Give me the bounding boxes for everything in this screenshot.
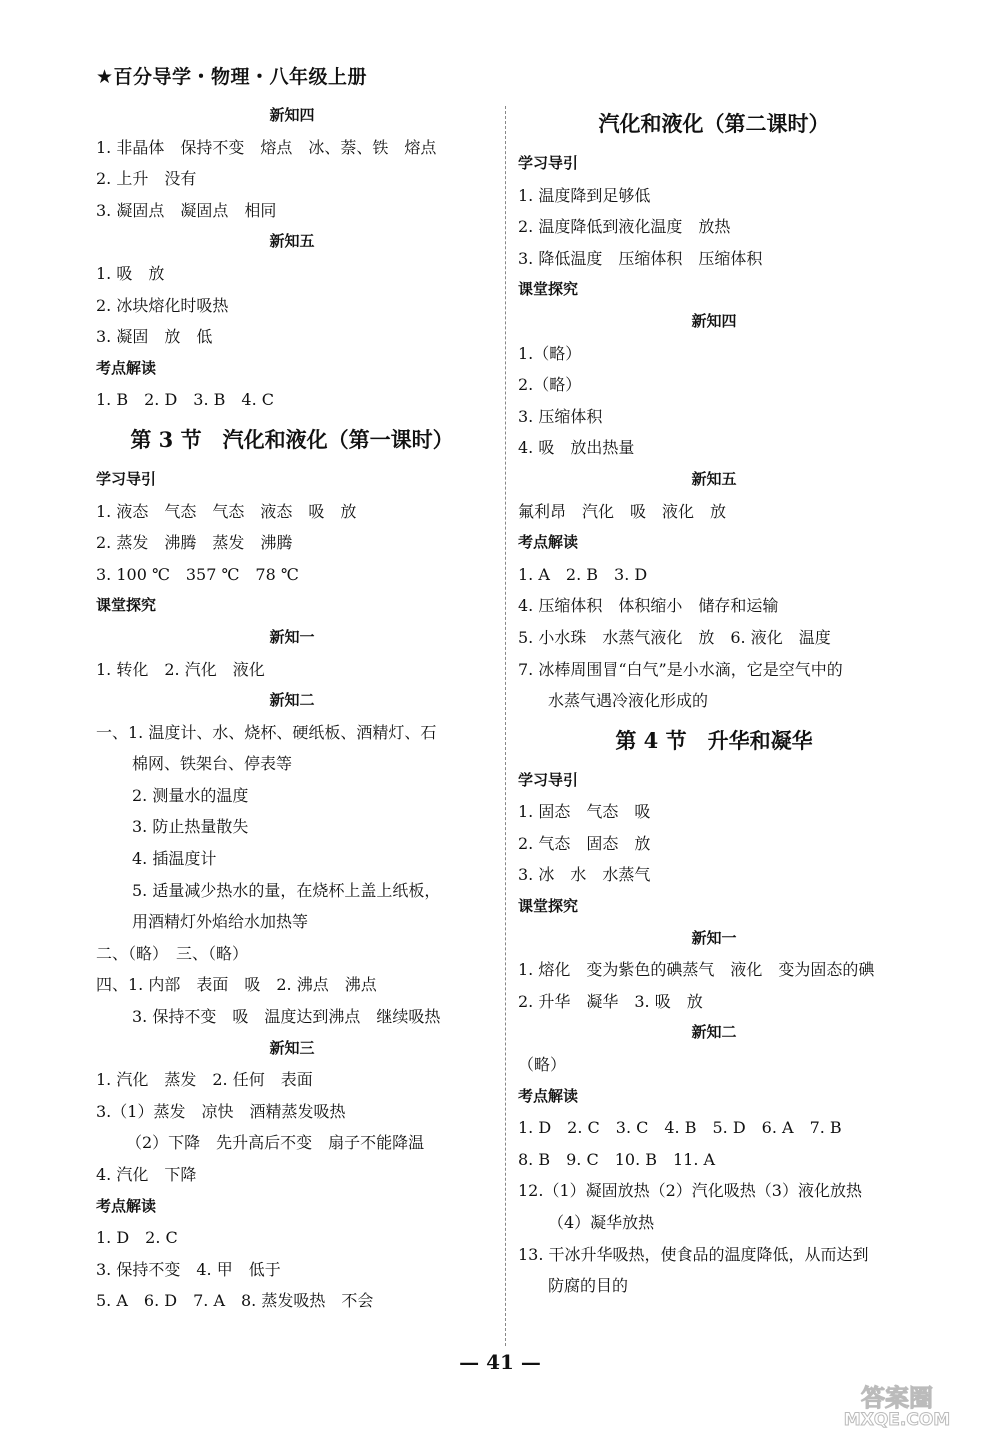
answer-line: 12.（1）凝固放热（2）汽化吸热（3）液化放热 xyxy=(518,1181,862,1201)
answer-line: 1. 汽化 蒸发 2. 任何 表面 xyxy=(96,1070,313,1090)
answer-line-indented: 用酒精灯外焰给水加热等 xyxy=(132,912,309,932)
answer-line-indented: 3. 保持不变 吸 温度达到沸点 继续吸热 xyxy=(132,1007,441,1027)
left-column xyxy=(96,100,488,1317)
section-label: 学习导引 xyxy=(518,770,579,789)
answer-line: 氟利昂 汽化 吸 液化 放 xyxy=(518,501,727,521)
answer-line: 2. 升华 凝华 3. 吸 放 xyxy=(518,991,703,1011)
answer-line: 3. 降低温度 压缩体积 压缩体积 xyxy=(518,248,763,268)
watermark-text-bottom: MXQE.COM xyxy=(843,1410,951,1428)
answer-line: 1. 非晶体 保持不变 熔点 冰、萘、铁 熔点 xyxy=(96,137,437,157)
section-title: 第 4 节 升华和凝华 xyxy=(615,727,813,753)
right-column xyxy=(518,100,910,1302)
answer-line-indented: 防腐的目的 xyxy=(548,1276,629,1296)
answer-line: 2. 蒸发 沸腾 蒸发 沸腾 xyxy=(96,533,293,553)
column-divider xyxy=(505,106,506,1346)
answer-line-indented: 棉网、铁架台、停表等 xyxy=(132,754,293,774)
answer-line-indented: 水蒸气遇冷液化形成的 xyxy=(548,691,709,711)
answer-line: 1. A 2. B 3. D xyxy=(518,564,648,584)
answer-line: （略） xyxy=(518,1055,567,1075)
answer-line: 3.（1）蒸发 凉快 酒精蒸发吸热 xyxy=(96,1101,346,1121)
subsection-heading: 新知二 xyxy=(269,691,315,710)
watermark-logo xyxy=(815,1382,980,1428)
subsection-heading: 新知一 xyxy=(691,928,737,947)
answer-line-indented: （2）下降 先升高后不变 扇子不能降温 xyxy=(126,1133,425,1153)
answer-line: 4. 吸 放出热量 xyxy=(518,438,635,458)
answer-line-indented: （4）凝华放热 xyxy=(548,1213,655,1232)
answer-line: 3. 压缩体积 xyxy=(518,406,603,426)
answer-line-indented: 3. 防止热量散失 xyxy=(132,817,249,837)
answer-line: 2. 温度降低到液化温度 放热 xyxy=(518,217,731,237)
page-number: — 41 — xyxy=(459,1350,541,1374)
answer-line: 一、1. 温度计、水、烧杯、硬纸板、酒精灯、石 xyxy=(96,722,437,742)
answer-line: 5. A 6. D 7. A 8. 蒸发吸热 不会 xyxy=(96,1291,374,1311)
watermark-text-top: 答案圈 xyxy=(861,1384,933,1412)
answer-line: 二、（略） 三、（略） xyxy=(96,943,249,963)
answer-line: 3. 凝固点 凝固点 相同 xyxy=(96,200,277,220)
section-label: 考点解读 xyxy=(518,1086,579,1105)
answer-line: 1. 液态 气态 气态 液态 吸 放 xyxy=(96,501,357,521)
answer-line: 3. 冰 水 水蒸气 xyxy=(518,865,651,885)
section-label: 课堂探究 xyxy=(518,280,579,299)
answer-line: 1.（略） xyxy=(518,343,582,363)
answer-line: 13. 干冰升华吸热，使食品的温度降低，从而达到 xyxy=(518,1244,869,1264)
subsection-heading: 新知五 xyxy=(691,469,737,488)
section-label: 考点解读 xyxy=(518,533,579,552)
answer-line: 7. 冰棒周围冒“白气”是小水滴，它是空气中的 xyxy=(518,659,843,679)
section-title: 第 3 节 汽化和液化（第一课时） xyxy=(130,426,454,452)
subsection-heading: 新知五 xyxy=(269,232,315,251)
section-label: 考点解读 xyxy=(96,358,157,377)
answer-line: 1. D 2. C xyxy=(96,1228,178,1248)
answer-line: 2. 气态 固态 放 xyxy=(518,833,651,853)
section-label: 考点解读 xyxy=(96,1196,157,1215)
subsection-heading: 新知一 xyxy=(269,627,315,646)
section-label: 学习导引 xyxy=(518,154,579,172)
answer-line: 3. 保持不变 4. 甲 低于 xyxy=(96,1259,281,1279)
subsection-heading: 新知三 xyxy=(269,1038,315,1057)
answer-line: 1. D 2. C 3. C 4. B 5. D 6. A 7. B xyxy=(518,1118,842,1138)
answer-line: 8. B 9. C 10. B 11. A xyxy=(518,1149,716,1169)
answer-line-indented: 4. 插温度计 xyxy=(132,849,217,869)
subsection-heading: 新知四 xyxy=(269,106,315,124)
subsection-heading: 新知四 xyxy=(691,311,737,330)
answer-line: 1. 固态 气态 吸 xyxy=(518,802,651,822)
answer-line: 1. 温度降到足够低 xyxy=(518,185,651,205)
answer-line: 5. 小水珠 水蒸气液化 放 6. 液化 温度 xyxy=(518,627,831,647)
answer-line: 4. 汽化 下降 xyxy=(96,1165,197,1184)
answer-line-indented: 5. 适量减少热水的量，在烧杯上盖上纸板， xyxy=(132,880,441,900)
answer-line: 2. 上升 没有 xyxy=(96,169,197,189)
answer-line-indented: 2. 测量水的温度 xyxy=(132,785,249,805)
section-title: 汽化和液化（第二课时） xyxy=(598,111,830,136)
subsection-heading: 新知二 xyxy=(691,1023,737,1042)
page-header: ★百分导学・物理・八年级上册 xyxy=(96,66,368,88)
answer-line: 2.（略） xyxy=(518,375,582,395)
answer-line: 2. 冰块熔化时吸热 xyxy=(96,295,229,315)
answer-line: 1. B 2. D 3. B 4. C xyxy=(96,390,274,410)
section-label: 课堂探究 xyxy=(518,897,579,916)
answer-line: 1. 熔化 变为紫色的碘蒸气 液化 变为固态的碘 xyxy=(518,960,875,980)
answer-line: 3. 100 ℃ 357 ℃ 78 ℃ xyxy=(96,564,299,584)
answer-line: 4. 压缩体积 体积缩小 储存和运输 xyxy=(518,596,779,616)
section-label: 学习导引 xyxy=(96,469,157,488)
answer-line: 1. 转化 2. 汽化 液化 xyxy=(96,659,265,679)
answer-line: 3. 凝固 放 低 xyxy=(96,327,213,347)
section-label: 课堂探究 xyxy=(96,596,157,615)
answer-line: 四、1. 内部 表面 吸 2. 沸点 沸点 xyxy=(96,975,377,995)
answer-line: 1. 吸 放 xyxy=(96,263,165,283)
